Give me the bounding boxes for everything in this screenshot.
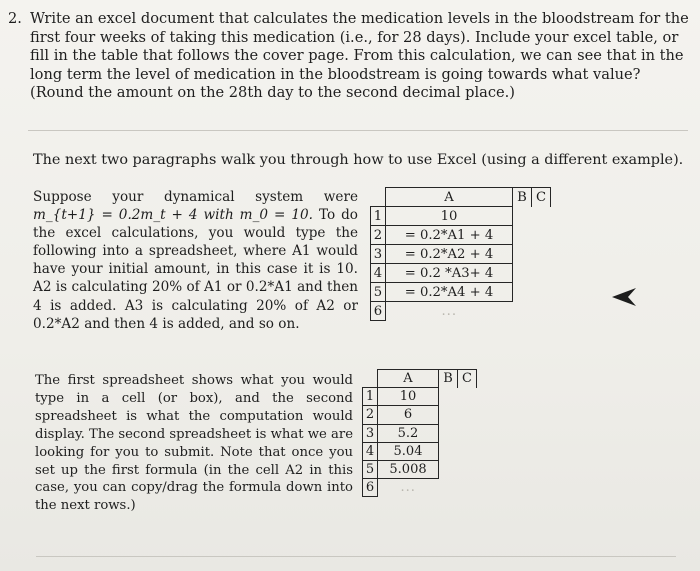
cell-a2-value: 6 [378, 406, 439, 424]
table-row [363, 460, 477, 478]
table-row [371, 302, 551, 321]
row-number: 6 [371, 302, 386, 321]
table-row [371, 245, 551, 264]
row-number: 3 [363, 424, 378, 442]
intro-text: The next two paragraphs walk you through how to use Excel (using a different example). [33, 152, 684, 168]
cell-a1: 10 [386, 207, 513, 226]
divider-top [28, 130, 688, 131]
column-header-b: B [513, 188, 532, 207]
corner-cell [371, 188, 386, 207]
mouse-cursor-icon [611, 286, 637, 308]
question-text: Write an excel document that calculates the medication levels in the bloodstream for the first four weeks of taking this medication (i.e., for 28 days). Include your excel table, or fill in the table that follows the cover page. From this calculation, we can see that in the long term the level of medication in the bloodstream is going towards what value? (Round the amount on the 28th day to the second decimal place.) [30, 10, 689, 102]
table-row [363, 406, 477, 424]
computed-spreadsheet [362, 369, 477, 497]
row-number: 5 [363, 460, 378, 478]
column-header-c: C [458, 370, 477, 388]
table-row [363, 442, 477, 460]
column-header-a: A [378, 370, 439, 388]
equation: m_{t+1} = 0.2m_t + 4 with m_0 = 10. [33, 207, 313, 224]
cell-a5: = 0.2*A4 + 4 [386, 283, 513, 302]
question-2 [8, 10, 698, 103]
row-number: 1 [363, 388, 378, 406]
row-number: 5 [371, 283, 386, 302]
paragraph-spreadsheet-explanation: The first spreadsheet shows what you would type in a cell (or box), and the second spreadsheet is what the computation would display. The second spreadsheet is what we are looking for you to submit. Note that once you set up the first formula (in the cell A2 in this case, you can copy/drag the formula down into the next rows.) [35, 373, 353, 514]
cell-a4-value: 5.04 [378, 442, 439, 460]
cell-a1-value: 10 [378, 388, 439, 406]
corner-cell [363, 370, 378, 388]
cell-a2: = 0.2*A1 + 4 [386, 226, 513, 245]
divider-bottom [36, 556, 676, 557]
table-row [363, 388, 477, 406]
column-header-a: A [386, 188, 513, 207]
formula-spreadsheet [370, 187, 551, 321]
table-row [363, 479, 477, 497]
column-header-b: B [439, 370, 458, 388]
column-header-c: C [532, 188, 551, 207]
row-number: 4 [371, 264, 386, 283]
cell-a6: ... [441, 303, 458, 319]
paragraph1-lead: Suppose your dynamical system were [33, 189, 358, 205]
row-number: 3 [371, 245, 386, 264]
row-number: 6 [363, 479, 378, 497]
row-number: 2 [371, 226, 386, 245]
table-row [371, 207, 551, 226]
cell-a3: = 0.2*A2 + 4 [386, 245, 513, 264]
cell-a6-value: ... [400, 480, 416, 496]
paragraph-dynamical-system [33, 188, 358, 333]
cell-a5-value: 5.008 [378, 460, 439, 478]
paragraph1-body: To do the excel calculations, you would type the following into a spreadsheet, where A1 would have your initial amount, in this case it is 10. A2 is calculating 20% of A1 or 0.2*A1 and then 4 is added. A3 is calculating 20% of A2 or 0.2*A2 and then 4 is added, and so on. [33, 207, 358, 332]
row-number: 1 [371, 207, 386, 226]
table-row [371, 264, 551, 283]
table-row [363, 424, 477, 442]
table-row [371, 226, 551, 245]
row-number: 2 [363, 406, 378, 424]
cell-a3-value: 5.2 [378, 424, 439, 442]
question-number: 2. [8, 10, 22, 27]
table-row [371, 283, 551, 302]
cell-a4: = 0.2 *A3+ 4 [386, 264, 513, 283]
row-number: 4 [363, 442, 378, 460]
